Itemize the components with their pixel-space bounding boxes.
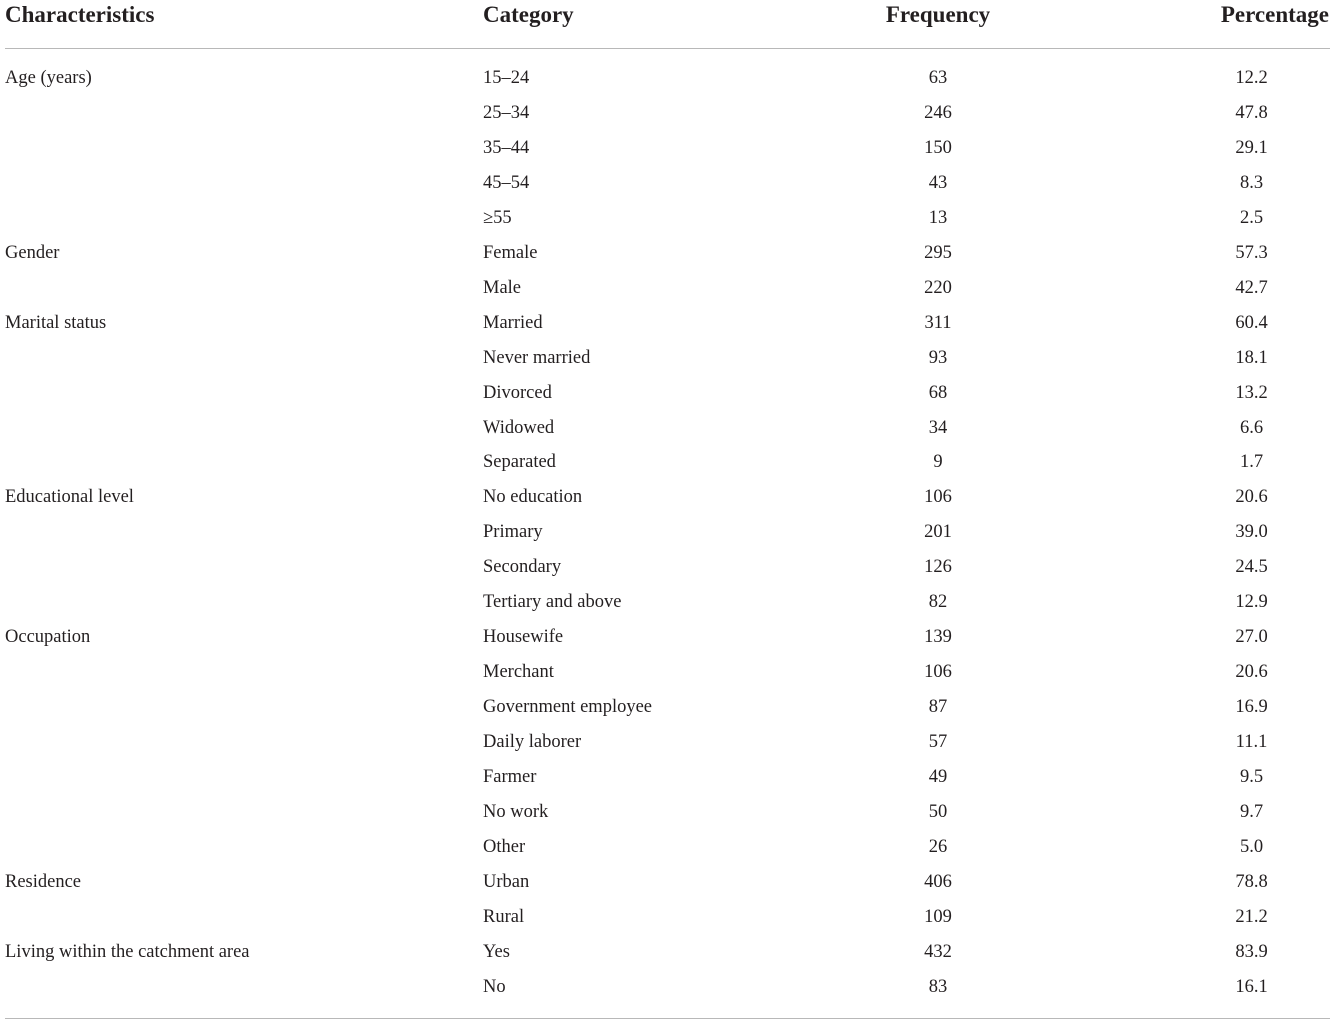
- cell-frequency: 57: [928, 732, 948, 753]
- cell-percentage: 13.2: [1235, 382, 1268, 403]
- cell-category: Female: [483, 242, 538, 263]
- cell-frequency: 63: [928, 68, 948, 88]
- table-row: [0, 698, 1335, 733]
- table-row: [0, 873, 1335, 908]
- cell-category: No work: [483, 801, 549, 822]
- table-row: [0, 943, 1335, 978]
- cell-percentage: 29.1: [1235, 137, 1268, 158]
- cell-frequency: 49: [928, 767, 948, 787]
- cell-frequency: 201: [924, 522, 952, 543]
- cell-category: No education: [483, 487, 583, 508]
- cell-characteristic: Educational level: [5, 487, 134, 508]
- cell-percentage: 47.8: [1235, 102, 1268, 123]
- cell-category: Urban: [483, 871, 530, 892]
- cell-percentage: 27.0: [1235, 627, 1268, 648]
- cell-characteristic: Age (years): [5, 68, 92, 88]
- table-row: [0, 768, 1335, 803]
- cell-category: Yes: [483, 941, 510, 962]
- cell-category: Housewife: [483, 627, 564, 648]
- cell-frequency: 68: [928, 382, 948, 403]
- cell-category: Rural: [483, 906, 525, 927]
- cell-frequency: 126: [924, 557, 952, 578]
- cell-frequency: 295: [924, 242, 952, 263]
- cell-category: 15–24: [483, 68, 530, 88]
- table-row: [0, 174, 1335, 209]
- table-row: [0, 593, 1335, 628]
- table-row: [0, 453, 1335, 488]
- cell-percentage: 60.4: [1235, 312, 1268, 333]
- cell-frequency: 93: [928, 347, 948, 368]
- cell-percentage: 5.0: [1239, 836, 1264, 857]
- cell-percentage: 78.8: [1235, 871, 1268, 892]
- cell-percentage: 12.2: [1235, 68, 1268, 88]
- cell-category: Male: [483, 277, 522, 298]
- table-row: [0, 838, 1335, 873]
- cell-frequency: 139: [924, 627, 952, 648]
- table-row: [0, 349, 1335, 384]
- table-row: [0, 209, 1335, 244]
- cell-percentage: 6.6: [1239, 417, 1264, 438]
- cell-percentage: 9.5: [1239, 767, 1264, 787]
- cell-category: Widowed: [483, 417, 555, 438]
- cell-percentage: 16.1: [1235, 976, 1268, 997]
- table-bottom-divider: [5, 1018, 1330, 1019]
- table-row: [0, 384, 1335, 419]
- cell-characteristic: Gender: [5, 242, 60, 263]
- table-row: [0, 314, 1335, 349]
- cell-category: Government employee: [483, 697, 653, 718]
- cell-category: ≥55: [483, 207, 512, 228]
- cell-frequency: 220: [924, 277, 952, 298]
- cell-category: Farmer: [483, 767, 537, 787]
- table-row: [0, 803, 1335, 838]
- cell-category: Merchant: [483, 662, 554, 683]
- cell-percentage: 16.9: [1235, 697, 1268, 718]
- table-row: [0, 978, 1335, 1013]
- header-category: Category: [483, 2, 574, 27]
- table-row: [0, 279, 1335, 314]
- cell-characteristic: Residence: [5, 871, 82, 892]
- table-header-row: [0, 3, 1335, 38]
- table-row: [0, 908, 1335, 943]
- cell-category: 25–34: [483, 102, 530, 123]
- table-row: [0, 139, 1335, 174]
- cell-frequency: 26: [928, 836, 948, 857]
- cell-category: Never married: [483, 347, 591, 368]
- cell-frequency: 311: [924, 312, 952, 333]
- header-characteristics: Characteristics: [5, 2, 155, 27]
- header-percentage: Percentage: [1220, 2, 1329, 27]
- cell-category: Separated: [483, 452, 556, 473]
- cell-category: Secondary: [483, 557, 562, 578]
- cell-characteristic: Occupation: [5, 627, 91, 648]
- cell-percentage: 21.2: [1235, 906, 1268, 927]
- cell-percentage: 57.3: [1235, 242, 1268, 263]
- cell-percentage: 83.9: [1235, 941, 1268, 962]
- cell-frequency: 50: [928, 801, 948, 822]
- table-row: [0, 523, 1335, 558]
- cell-category: Divorced: [483, 382, 552, 403]
- table-row: [0, 663, 1335, 698]
- cell-frequency: 406: [924, 871, 952, 892]
- cell-frequency: 34: [928, 417, 948, 438]
- cell-category: No: [483, 976, 506, 997]
- cell-category: 35–44: [483, 137, 530, 158]
- cell-frequency: 109: [924, 906, 952, 927]
- cell-characteristic: Living within the catchment area: [5, 941, 250, 962]
- header-frequency: Frequency: [885, 2, 991, 27]
- cell-percentage: 20.6: [1235, 487, 1268, 508]
- cell-percentage: 11.1: [1235, 732, 1268, 753]
- cell-percentage: 20.6: [1235, 662, 1268, 683]
- cell-percentage: 39.0: [1235, 522, 1268, 543]
- cell-category: 45–54: [483, 172, 530, 193]
- cell-frequency: 43: [928, 172, 948, 193]
- cell-category: Primary: [483, 522, 543, 543]
- cell-frequency: 13: [928, 207, 948, 228]
- cell-category: Other: [483, 836, 526, 857]
- table-row: [0, 628, 1335, 663]
- cell-frequency: 87: [928, 697, 948, 718]
- table-row: [0, 69, 1335, 104]
- cell-frequency: 150: [924, 137, 952, 158]
- cell-category: Daily laborer: [483, 732, 582, 753]
- cell-percentage: 8.3: [1239, 172, 1264, 193]
- cell-frequency: 432: [924, 941, 952, 962]
- cell-category: Married: [483, 312, 543, 333]
- cell-percentage: 18.1: [1235, 347, 1268, 368]
- cell-frequency: 106: [924, 487, 952, 508]
- cell-percentage: 9.7: [1239, 801, 1264, 822]
- cell-percentage: 24.5: [1235, 557, 1268, 578]
- table-row: [0, 488, 1335, 523]
- table-row: [0, 244, 1335, 279]
- table-row: [0, 419, 1335, 454]
- cell-frequency: 83: [928, 976, 948, 997]
- cell-percentage: 1.7: [1239, 452, 1264, 473]
- cell-category: Tertiary and above: [483, 592, 622, 613]
- cell-percentage: 2.5: [1239, 207, 1264, 228]
- cell-characteristic: Marital status: [5, 312, 107, 333]
- header-divider: [5, 48, 1330, 49]
- cell-frequency: 246: [924, 102, 952, 123]
- table-row: [0, 104, 1335, 139]
- cell-percentage: 12.9: [1235, 592, 1268, 613]
- cell-frequency: 9: [933, 452, 943, 473]
- table-row: [0, 733, 1335, 768]
- cell-frequency: 82: [928, 592, 948, 613]
- cell-percentage: 42.7: [1235, 277, 1268, 298]
- cell-frequency: 106: [924, 662, 952, 683]
- table-row: [0, 558, 1335, 593]
